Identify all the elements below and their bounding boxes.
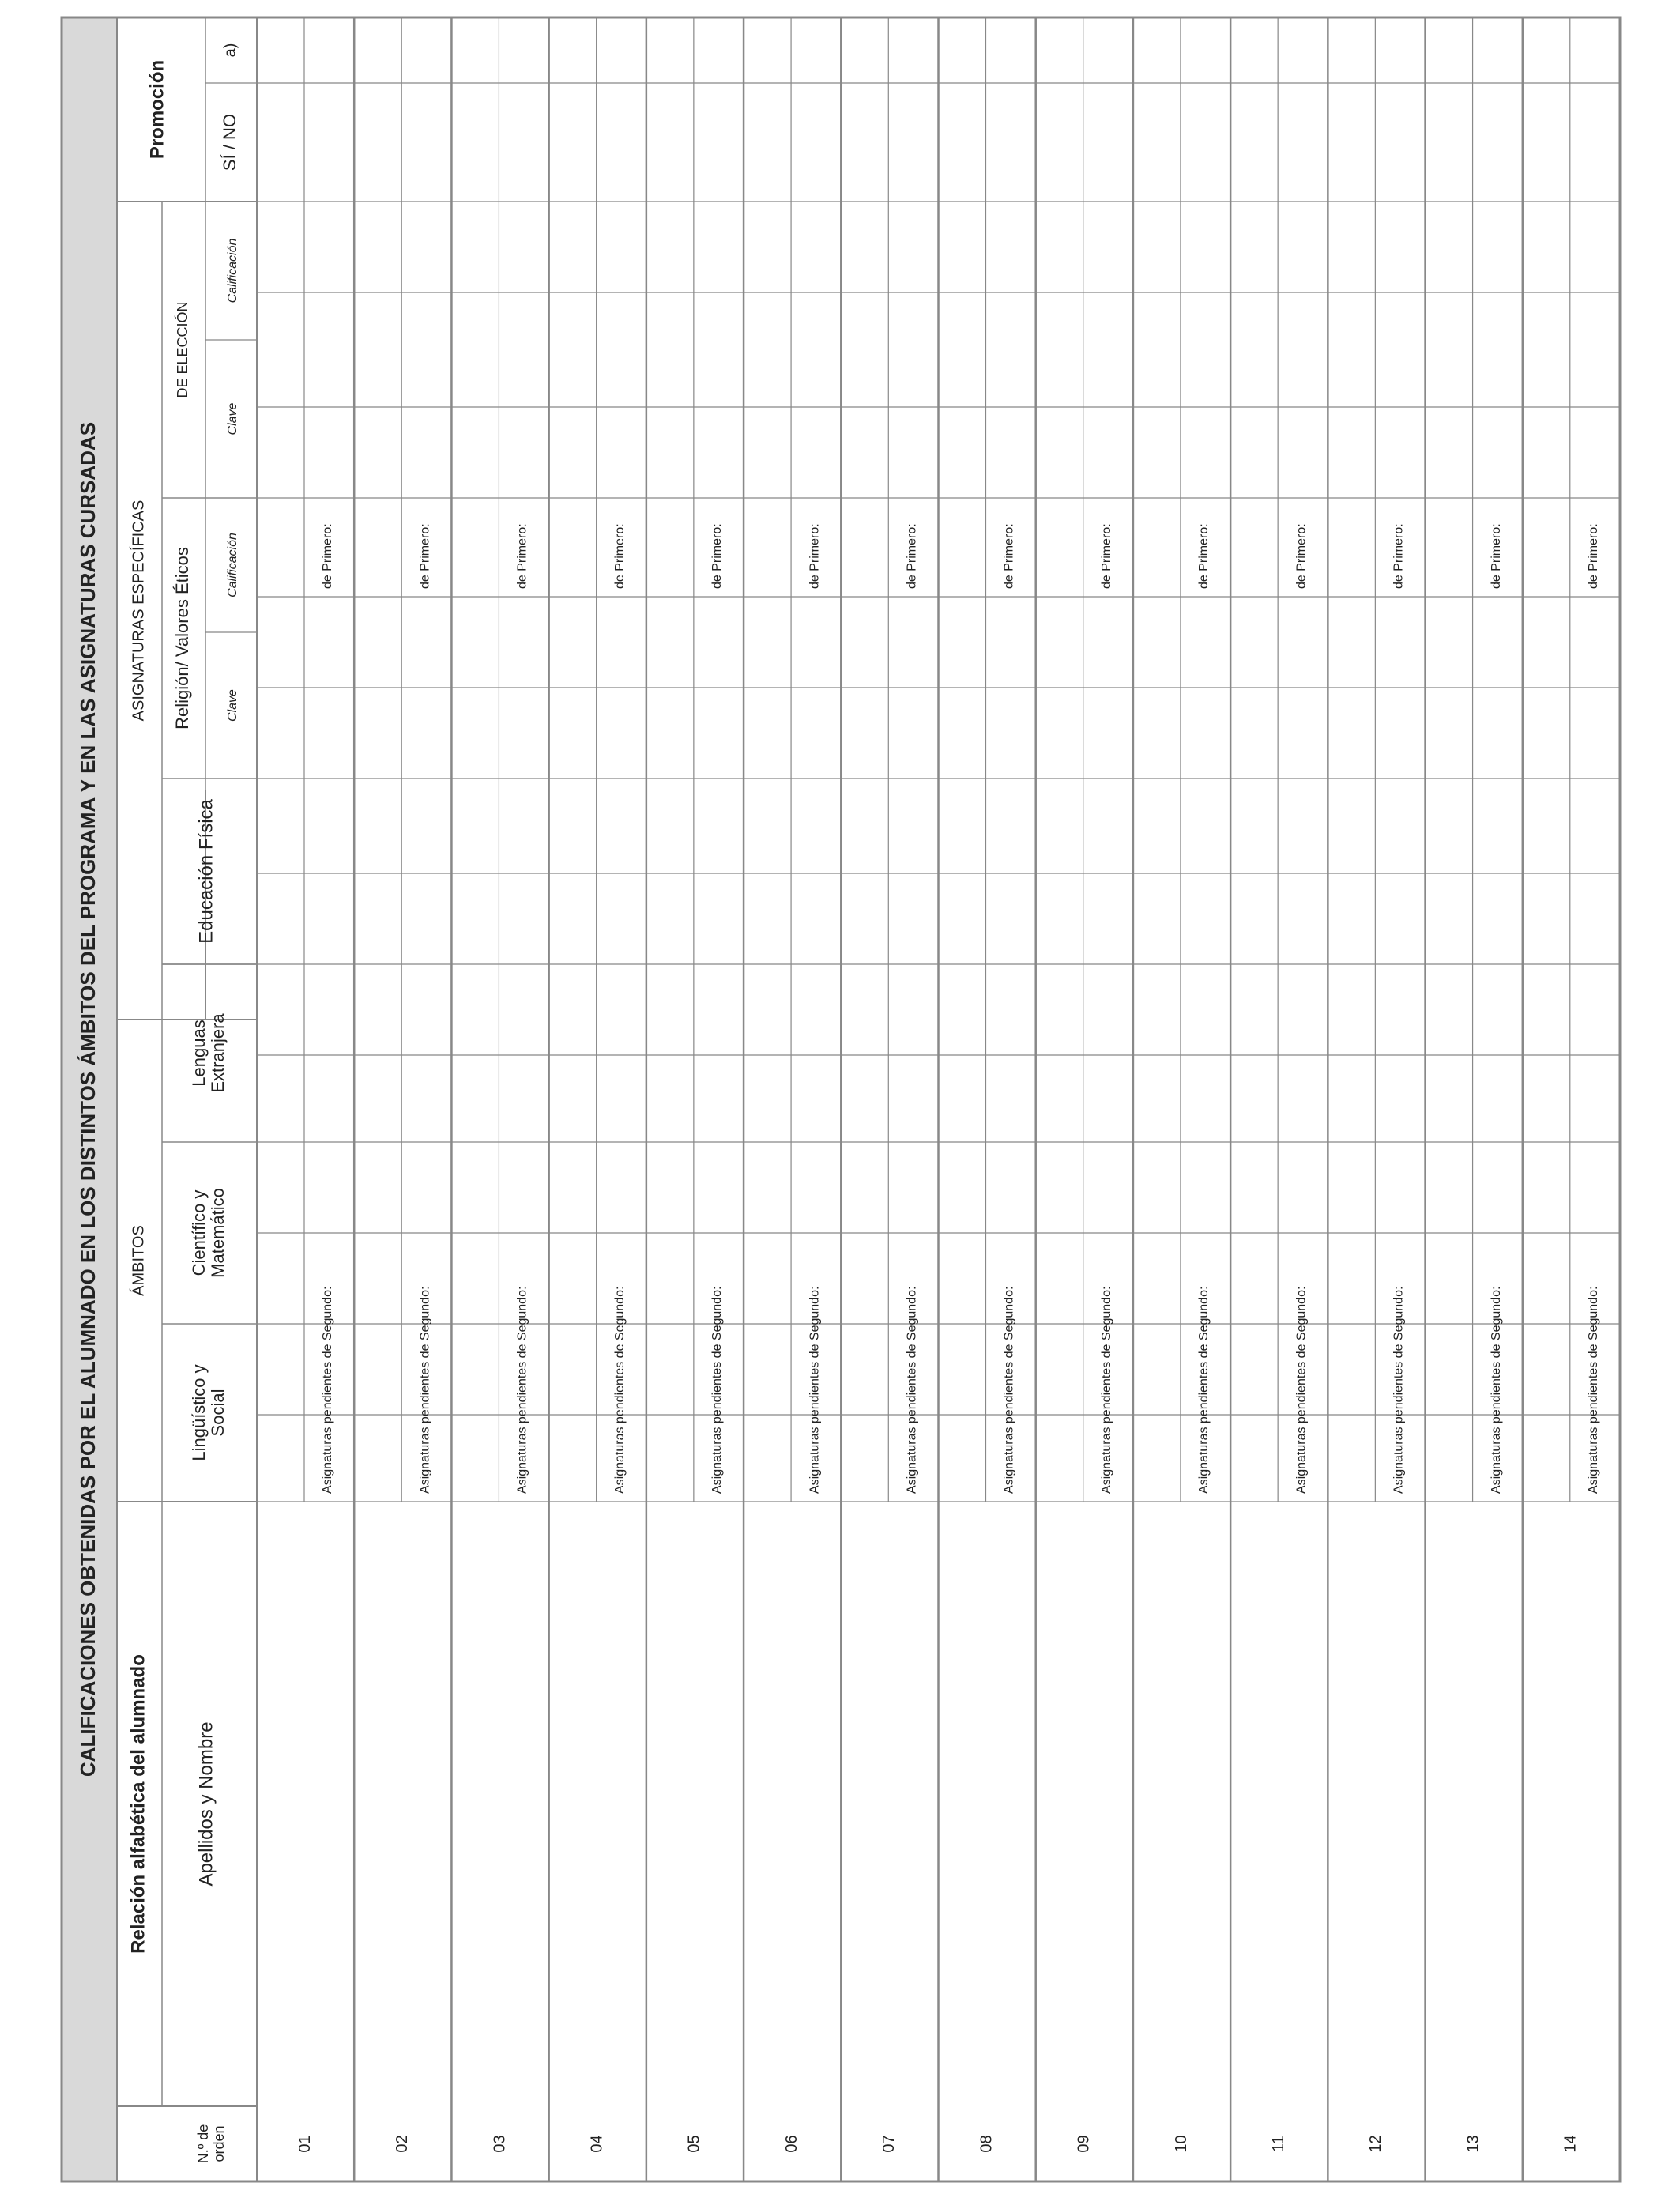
pending-first-label: de Primero: (612, 523, 627, 589)
row-number: 13 (1464, 2135, 1482, 2153)
table-row (1270, 523, 1308, 2152)
row-number: 10 (1172, 2135, 1190, 2153)
pending-second-label: Asignaturas pendientes de Segundo: (418, 1286, 432, 1494)
table-row (1367, 523, 1405, 2152)
pending-second-label: Asignaturas pendientes de Segundo: (1587, 1286, 1601, 1494)
row-number: 01 (296, 2135, 314, 2153)
row-number: 12 (1367, 2135, 1385, 2153)
pending-second-label: Asignaturas pendientes de Segundo: (1489, 1286, 1503, 1494)
pending-first-label: de Primero: (1197, 523, 1211, 589)
table-row (1075, 523, 1113, 2152)
apellidos-heading: Apellidos y Nombre (195, 1721, 217, 1887)
pending-second-label: Asignaturas pendientes de Segundo: (1002, 1286, 1016, 1494)
pending-second-label: Asignaturas pendientes de Segundo: (1197, 1286, 1211, 1494)
row-number: 08 (977, 2135, 996, 2153)
table-row (589, 523, 627, 2152)
numero-orden-heading: N.º deorden (194, 2124, 227, 2164)
pending-second-label: Asignaturas pendientes de Segundo: (612, 1286, 627, 1494)
lenguas-heading: LenguasExtranjera (188, 1013, 228, 1093)
row-number: 07 (880, 2135, 898, 2153)
pending-second-label: Asignaturas pendientes de Segundo: (1294, 1286, 1309, 1494)
pending-first-label: de Primero: (515, 523, 529, 589)
clave-heading: Clave (226, 689, 240, 722)
pending-first-label: de Primero: (1099, 523, 1113, 589)
pending-first-label: de Primero: (1002, 523, 1016, 589)
nota-heading: a) (221, 43, 239, 58)
promocion-heading: Promoción (146, 59, 168, 160)
pending-second-label: Asignaturas pendientes de Segundo: (710, 1286, 725, 1494)
student-rows (296, 523, 1600, 2152)
pending-first-label: de Primero: (710, 523, 725, 589)
row-number: 03 (491, 2135, 509, 2153)
row-number: 05 (685, 2135, 703, 2153)
calificacion-heading-2: Calificación (226, 238, 240, 303)
table-row (296, 523, 334, 2152)
de-eleccion-heading: DE ELECCIÓN (174, 301, 190, 398)
pending-first-label: de Primero: (418, 523, 432, 589)
pending-second-label: Asignaturas pendientes de Segundo: (905, 1286, 919, 1494)
especificas-heading: ASIGNATURAS ESPECÍFICAS (130, 499, 148, 722)
pending-second-label: Asignaturas pendientes de Segundo: (321, 1286, 335, 1494)
row-number: 11 (1270, 2136, 1288, 2152)
row-number: 04 (588, 2135, 606, 2153)
pending-first-label: de Primero: (1489, 523, 1503, 589)
pending-second-label: Asignaturas pendientes de Segundo: (1099, 1286, 1113, 1494)
pending-first-label: de Primero: (1392, 523, 1406, 589)
row-number: 14 (1561, 2135, 1580, 2153)
table-row (686, 523, 724, 2152)
educacion-fisica-heading: Educación Física (195, 799, 217, 944)
row-number: 09 (1075, 2135, 1093, 2153)
ambitos-heading: ÁMBITOS (130, 1225, 148, 1296)
table-row (880, 523, 918, 2152)
table-row (1562, 523, 1600, 2152)
table-row (394, 523, 431, 2152)
clave-heading-2: Clave (226, 402, 240, 435)
table-grid (62, 17, 1620, 2181)
table-row (783, 523, 821, 2152)
row-number: 02 (394, 2135, 412, 2153)
table-row (491, 523, 529, 2152)
relacion-heading: Relación alfabética del alumnado (127, 1654, 149, 1954)
pending-first-label: de Primero: (321, 523, 335, 589)
pending-second-label: Asignaturas pendientes de Segundo: (808, 1286, 822, 1494)
pending-first-label: de Primero: (808, 523, 822, 589)
table-row (1173, 523, 1211, 2152)
linguistico-heading: Lingüístico ySocial (188, 1364, 228, 1461)
page-title: CALIFICACIONES OBTENIDAS POR EL ALUMNADO EN LOS DISTINTOS ÁMBITOS DEL PROGRAMA Y EN LAS ASIGNATURAS CURSADAS (75, 421, 100, 1777)
si-no-heading: SÍ / NO (219, 113, 239, 172)
pending-second-label: Asignaturas pendientes de Segundo: (1392, 1286, 1406, 1494)
row-number: 06 (782, 2135, 800, 2153)
cientifico-heading: Científico yMatemático (188, 1188, 228, 1278)
pending-first-label: de Primero: (905, 523, 919, 589)
pending-first-label: de Primero: (1294, 523, 1309, 589)
pending-first-label: de Primero: (1587, 523, 1601, 589)
pending-second-label: Asignaturas pendientes de Segundo: (515, 1286, 529, 1494)
table-row (1464, 523, 1502, 2152)
religion-heading: Religión/ Valores Éticos (171, 547, 192, 729)
table-row (977, 523, 1015, 2152)
calificacion-heading: Calificación (226, 533, 240, 598)
